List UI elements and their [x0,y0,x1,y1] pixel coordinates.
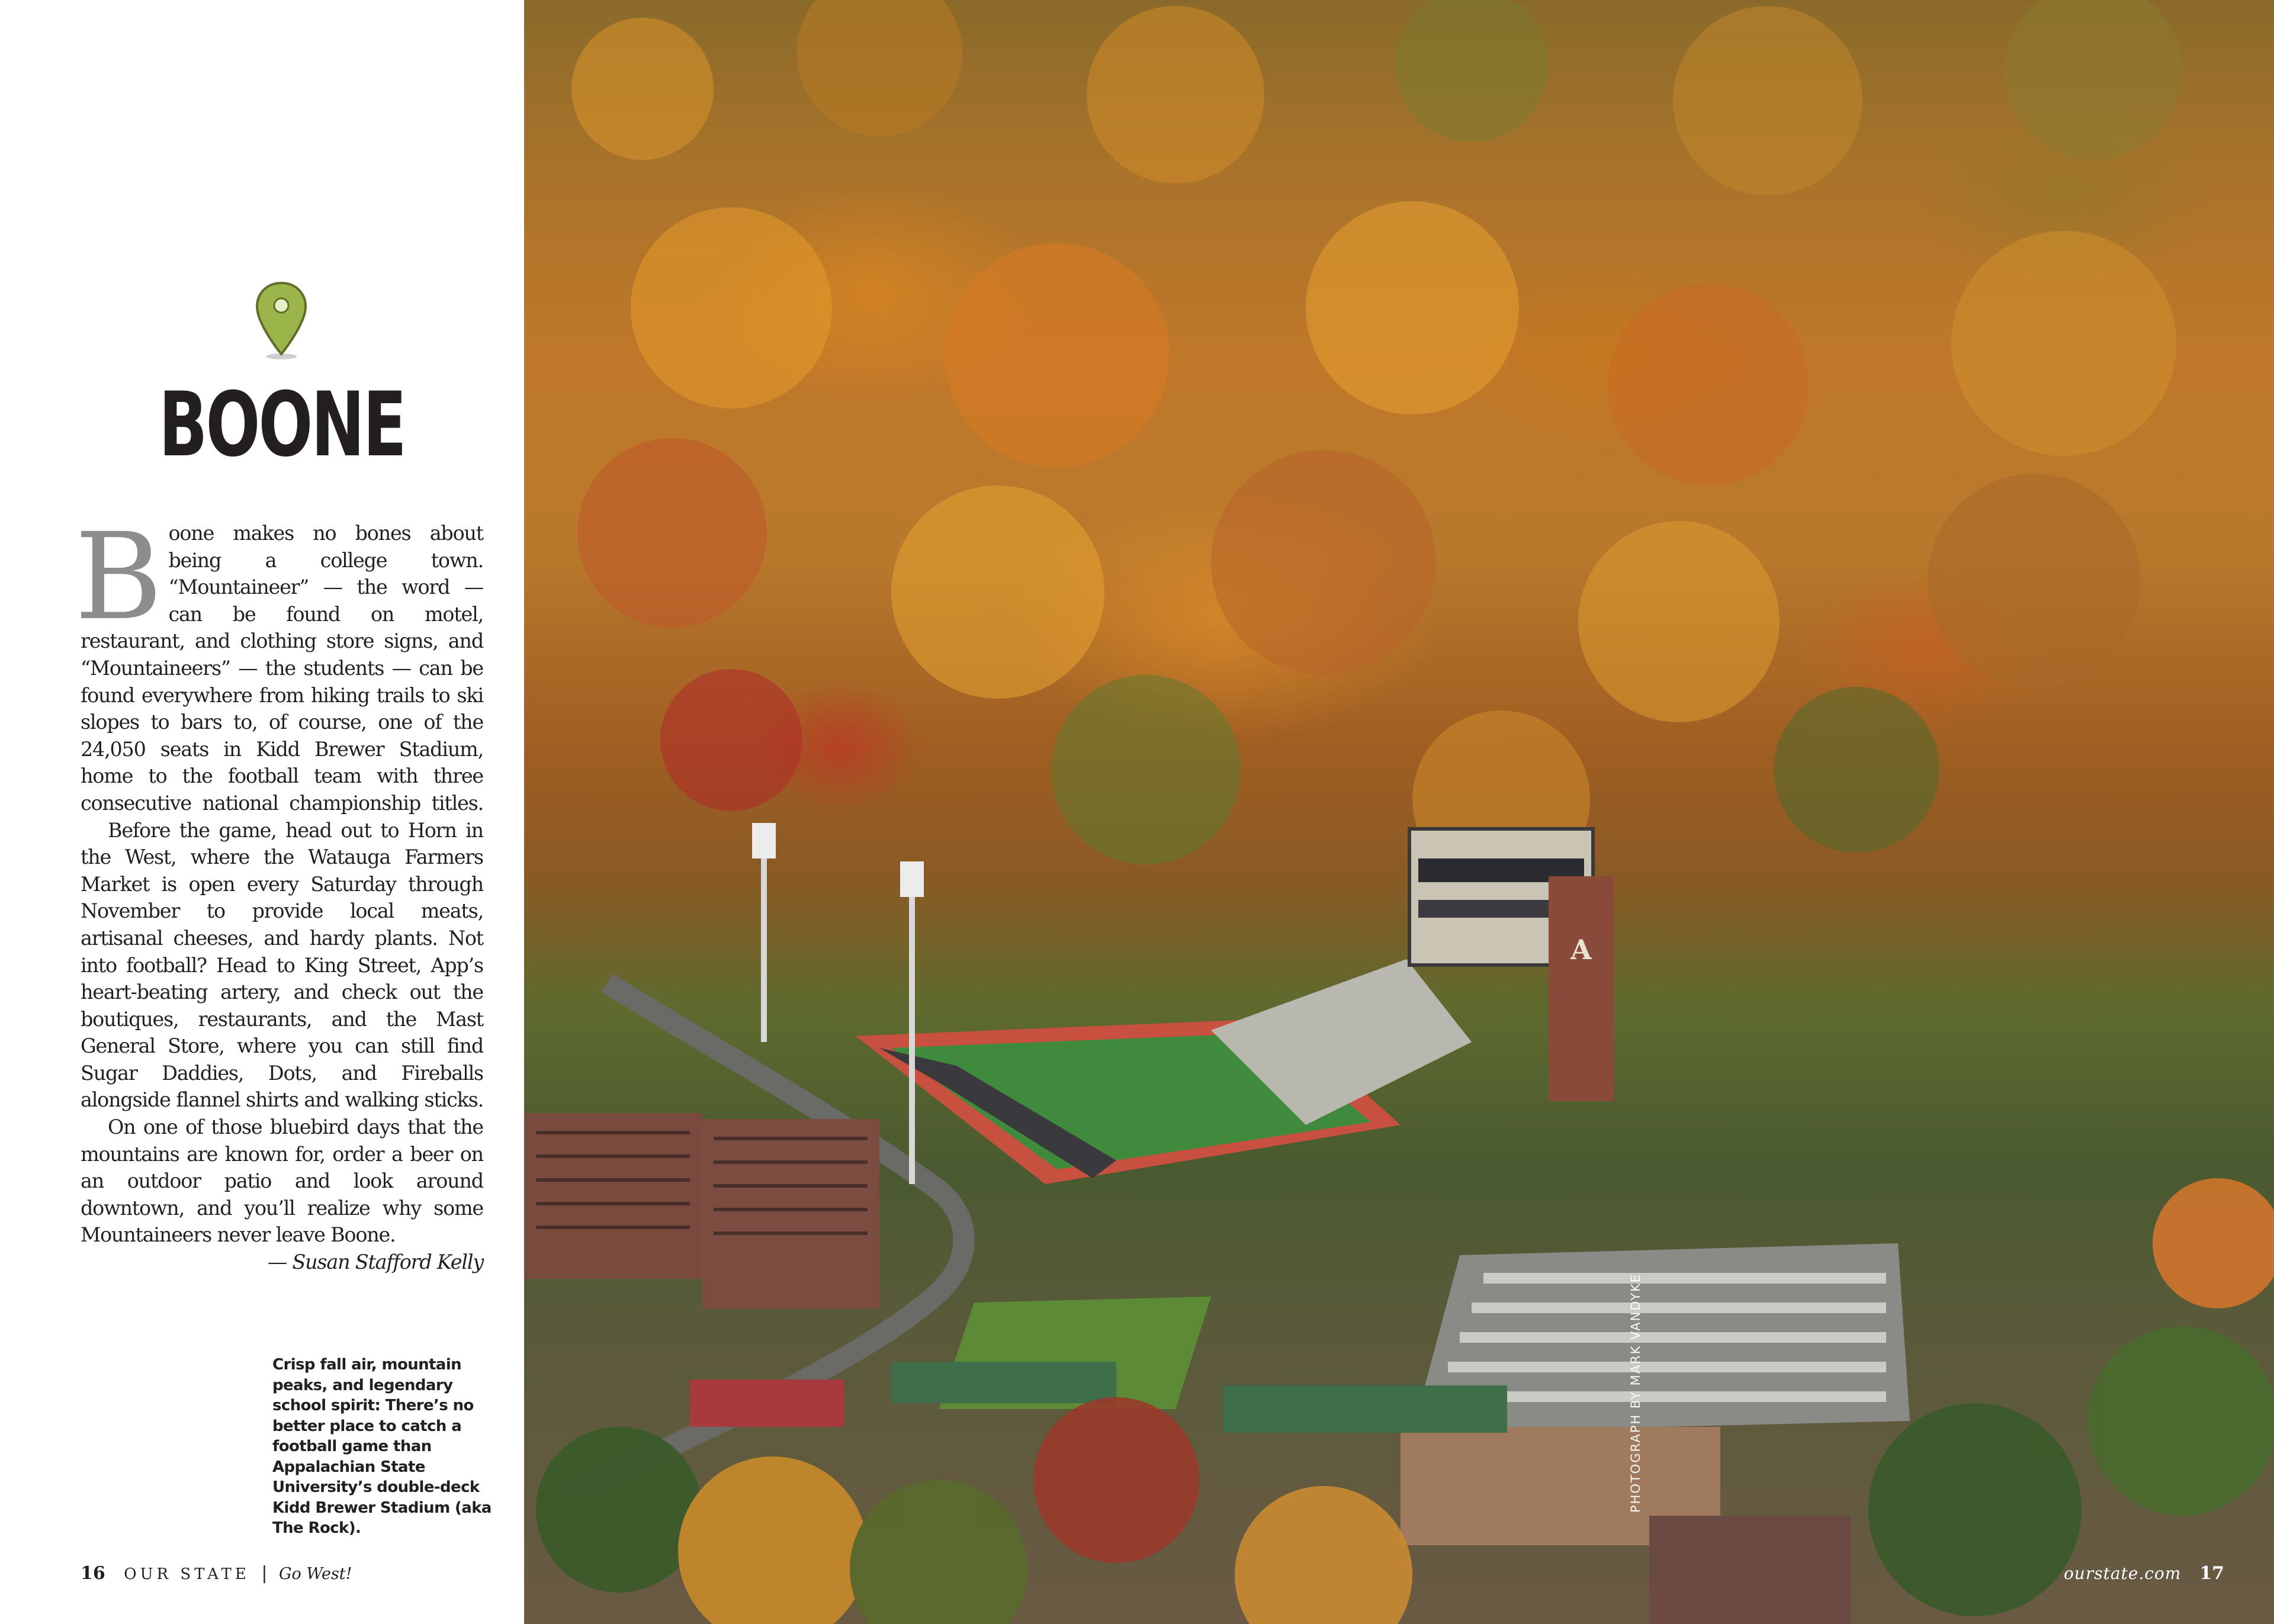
article-paragraph-1: Boone makes no bones about being a college town. “Mountaineer” — the word — can be found on motel, restaurant, and clothing store signs, and “Mountaineers” — the students — can be found everywhere from hiking trails to ski slopes to bars to, of course, one of the 24,050 seats in Kidd Brewer Stadium, home to the football team with three consecutive national championship titles. [75,507,483,815]
section-name: Go West! [278,1565,352,1583]
article-paragraph-3: On one of those bluebird days that the mountains are known for, order a beer on an outdoor patio and look around downtown, and you’ll realize why some Mountaineers never leave Boone. — Susan Stafford Kelly [81,1114,483,1249]
page-title: BOONE [159,374,405,477]
article-body [75,507,483,1276]
website-url: ourstate.com [2063,1564,2182,1583]
photo-illustration [524,0,2274,1624]
folio-separator: | [261,1563,268,1584]
stadium-aerial-photo [524,0,2274,1624]
page-number-left: 16 [81,1563,105,1584]
byline: — Susan Stafford Kelly [267,1250,483,1274]
magazine-name: OUR STATE [124,1565,250,1583]
left-page [0,0,524,1624]
folio-right [2064,1562,2224,1586]
photo-credit: PHOTOGRAPH BY MARK VANDYKE [1629,1273,1643,1513]
article-paragraph-2: Before the game, head out to Horn in the West, where the Watauga Farmers Market is open every Saturday through November to provide local meats, artisanal cheeses, and hardy plants. Not into football? Head to King Street, App’s heart-beating artery, and check out the boutiques, restaurants, and the Mast General Store, where you can still find Sugar Daddies, Dots, and Fireballs alongside flannel shirts and walking sticks. [81,818,483,1112]
map-pin-icon [253,281,309,361]
drop-cap: B [75,507,163,647]
photo-caption: Crisp fall air, mountain peaks, and legendary school spirit: There’s no better place to catch a football game than Appalachian State University’s double-deck Kidd Brewer Stadium (aka The Rock). [272,1356,492,1537]
folio-left [81,1562,352,1586]
stadium-logo-letter: A [1570,934,1592,966]
page-number-right: 17 [2199,1563,2224,1584]
